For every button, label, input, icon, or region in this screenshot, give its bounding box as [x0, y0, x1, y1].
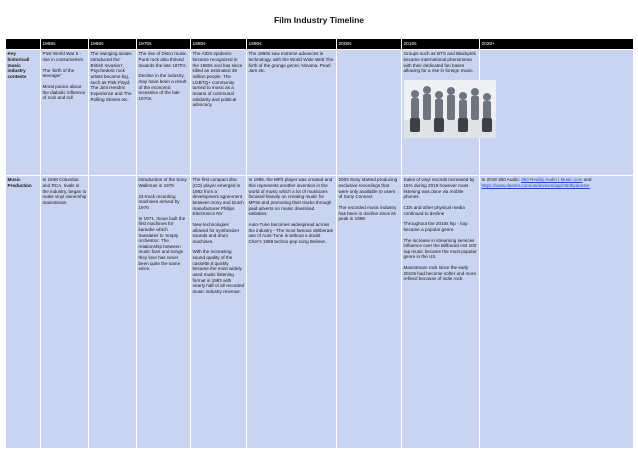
row-production	[6, 175, 634, 448]
cell-contexts-1970s	[137, 49, 191, 175]
timeline-table	[5, 38, 634, 449]
cell-text: The AIDS epidemic became recognized in the 1980s and has since killed an estimated 39 million people. The LGBTQ+ community turned to music as a means of communal solidarity and political advocacy	[192, 51, 243, 108]
cell-contexts-2000s	[337, 49, 402, 175]
audio-note-prefix: In 2019 360 Audio:	[481, 177, 522, 183]
cell-text: The recorded music industry has been in decline since its peak in 1999.	[338, 204, 397, 222]
cell-text: Groups such as BTS and Blackpink became international phenomena with their dedicated fan bases allowing for a rise in foreign music.	[403, 51, 476, 74]
row-label-contexts: Key historical/ music industry contexts	[6, 49, 41, 175]
cell-contexts-2010s	[402, 49, 480, 175]
cell-production-1960s	[89, 175, 137, 448]
document-title: Film Industry Timeline	[273, 15, 365, 25]
cell-text: Auto-Tune becomes widespread across the industry - The most famous deliberate use of Auto-Tune is without a doubt Cher's 1998 techno-pop song Believe.	[248, 221, 334, 244]
cell-text: In 1995, the MP3 player was created and this represents another invention in the world of music which a lot of musicians focused heavily on creating music for MP3s and promoting their tracks through paid adverts on music download websites.	[248, 177, 333, 217]
cell-production-2010s	[402, 175, 480, 448]
cell-text: CDs and other physical media continued to decline	[403, 204, 465, 216]
cell-text: The increase in streaming services influence over the Billboard Hot 100 rap music became the most popular genre in the US.	[403, 237, 477, 260]
cell-text: In 1971, Inoue built the first machines for karaoke which translates to 'empty orchestra'. The relationship between music fans and songs they love has never been quite the same since.	[138, 215, 186, 272]
link-deezer-360[interactable]: https://www.deezer.com/us/devices/app/360bydeezer	[481, 183, 590, 189]
header-2010s: 2010s	[402, 39, 480, 50]
row-contexts	[6, 49, 634, 175]
header-1960s: 1960s	[89, 39, 137, 50]
cell-text: The rise of Disco music. Punk rock also thrived towards the late 1970's.	[138, 51, 188, 68]
cell-text: Sales of vinyl records increased by 15% during 2019 however most listening was done via mobile phones.	[403, 177, 475, 200]
cell-production-2020plus	[480, 175, 634, 448]
cell-production-1970s	[137, 175, 191, 448]
cell-text: Post World War II - rise in consumerism	[42, 51, 84, 63]
cell-contexts-1980s	[191, 49, 247, 175]
link-360-reality-audio[interactable]: 360 Reality Audio | Music.com	[521, 177, 583, 183]
header-1970s: 1970s	[137, 39, 191, 50]
cell-production-1980s	[191, 175, 247, 448]
cell-text: The swinging sixties introduced the' British Invasion'. Psychedelic rock artists became big, such as Pink Floyd, The Jimi Hendrix Experience and The Rolling Stones etc.	[90, 51, 132, 102]
cell-production-2000s	[337, 175, 402, 448]
cell-text: Mainstream rock since the early 2010s had become softer and more refined because of indie rock.	[403, 265, 477, 282]
header-1950s: 1950s	[41, 39, 89, 50]
cell-contexts-1950s	[41, 49, 89, 175]
cell-text: Throughout the 2010s hip - hop became a popular genre.	[403, 221, 468, 232]
cell-production-1990s	[247, 175, 337, 448]
cell-text: 24-track recording machines arrived by 1970	[138, 193, 180, 210]
header-1990s: 1990s	[247, 39, 337, 50]
cell-contexts-1960s	[89, 49, 137, 175]
audio-note	[482, 177, 632, 188]
audio-note-mid: and	[582, 177, 592, 183]
row-label-production: Music Production	[6, 175, 41, 448]
header-2020plus: 2020+	[480, 39, 634, 50]
cell-text: introduction of the Sony Walkman in 1979	[138, 177, 187, 189]
cell-text: The 'birth of the teenager'	[42, 67, 75, 79]
cell-contexts-1990s	[247, 49, 337, 175]
header-empty	[6, 39, 41, 50]
cell-text: The first compact disc (CD) player emerged in 1982 from a development agreement between Sony and Dutch manufacturer Philips Electronics NV	[192, 177, 244, 217]
header-row	[6, 39, 634, 50]
cell-text: With the increasing sound quality of the cassette,it quickly became the most widely used music listening format in 1983 with nearly half of all recorded music industry revenue.	[192, 249, 245, 294]
header-2000s: 2000s	[337, 39, 402, 50]
cell-text: 2003 Sony started producing exclusive recordings that were only available to users of Sony Connect	[338, 177, 398, 200]
cell-production-1950s	[41, 175, 89, 448]
cell-text: Decline in the industry, may have been a result of the economic recession of the late 1970s.	[138, 73, 187, 101]
cell-text: The 1990s saw extreme advances in technology, with the World Wide Web.The birth of the grunge genre; Nirvana, Pearl Jam etc.	[248, 51, 334, 74]
header-1980s: 1980s	[191, 39, 247, 50]
cell-text: In 1948 Columbia and RCA, rivals in the industry, began to make vinyl ownership mainstream	[42, 177, 87, 205]
kpop-group-photo	[404, 80, 496, 138]
cell-text: Moral panics about the diabolic influence of rock and roll	[42, 83, 86, 101]
cell-contexts-2020plus	[480, 49, 634, 175]
cell-text: New technologies allowed for synthesizer sounds and drum machines.	[192, 221, 240, 244]
